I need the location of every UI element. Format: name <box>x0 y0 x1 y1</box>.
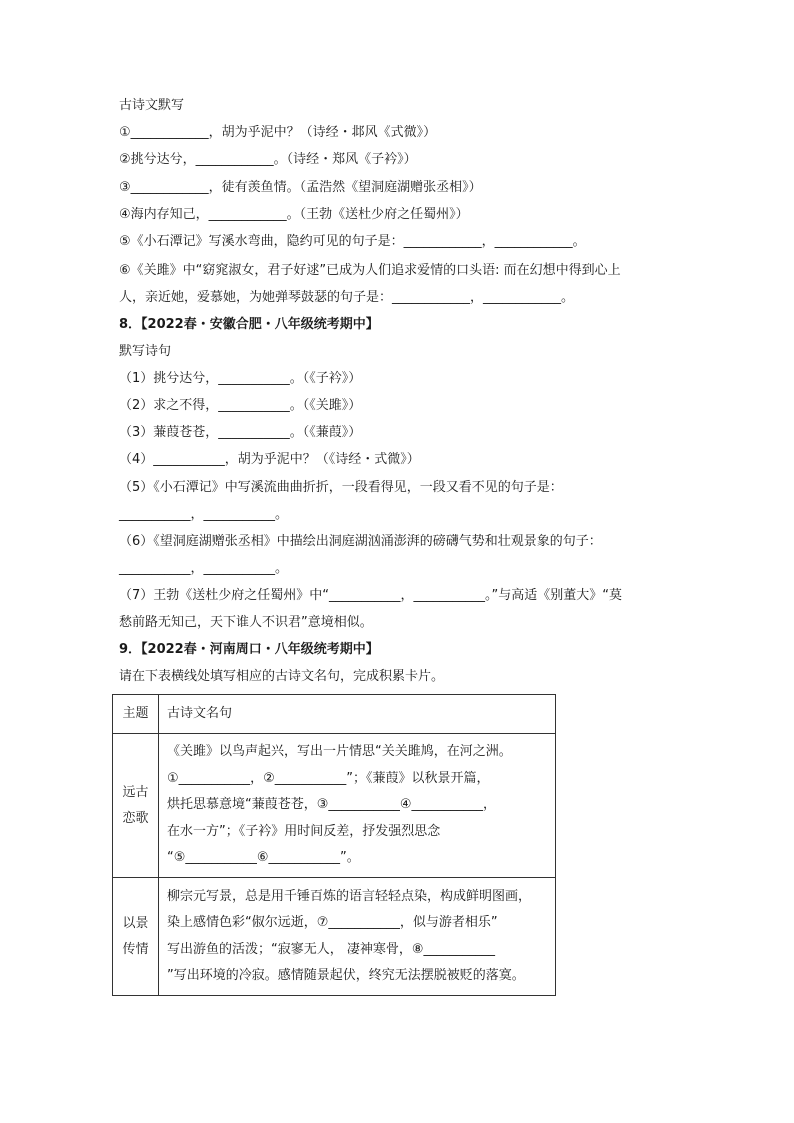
sentences-cell <box>159 878 556 996</box>
table-header-cell: 古诗文名句 <box>159 695 556 734</box>
exercise-line: 愁前路无知己，天下谁人不识君”意境相似。 <box>119 615 373 630</box>
exercise-line: ③____________，徒有羡鱼情。（孟浩然《望洞庭湖赠张丞相》） <box>119 180 482 195</box>
topic-label: 远古 <box>122 784 149 800</box>
cell-line: ”写出环境的冷寂。感情随景起伏，终究无法摆脱被贬的落寞。 <box>167 968 525 983</box>
table-header-row <box>113 695 556 734</box>
section-title: 古诗文默写 <box>119 98 185 113</box>
exercise-line: ⑤《小石潭记》写溪水弯曲，隐约可见的句子是：____________，____________。 <box>119 234 586 249</box>
sentences-cell <box>159 734 556 878</box>
exercise-line: ②挑兮达兮，____________。（诗经・郑风《子衿》） <box>119 152 417 167</box>
table-header-cell: 主题 <box>113 695 159 734</box>
exercise-line: ①____________，胡为乎泥中？（诗经・邶风《式微》） <box>119 125 437 140</box>
exercise-line: ___________，___________。 <box>119 507 289 522</box>
cell-line: “⑤___________⑥___________”。 <box>167 850 360 866</box>
cell-line: 染上感情色彩“俶尔远逝，⑦___________，似与游者相乐” <box>167 915 498 930</box>
topic-label: 传情 <box>122 941 149 957</box>
topic-cell <box>113 878 159 996</box>
exercise-line: （1）挑兮达兮，___________。（《子衿》） <box>119 371 362 386</box>
cell-line: 在水一方”；《子衿》用时间反差，抒发强烈思念 <box>167 823 441 839</box>
accumulation-card-table <box>112 694 556 996</box>
exercise-line: ___________，___________。 <box>119 561 289 576</box>
topic-label: 恋歌 <box>122 810 149 826</box>
cell-line: 写出游鱼的活泼；“寂寥无人， 凄神寒骨，⑧___________ <box>167 941 496 957</box>
table-row <box>113 878 556 996</box>
table-row <box>113 734 556 878</box>
cell-line: ①___________，②___________”；《蒹葭》以秋景开篇， <box>167 770 490 786</box>
question-heading: 8．【2022春・安徽合肥・八年级统考期中】 <box>119 317 379 332</box>
question-instruction: 默写诗句 <box>119 344 172 359</box>
exercise-line: 人，亲近她，爱慕她，为她弹琴鼓瑟的句子是：____________，____________。 <box>119 290 575 305</box>
topic-cell <box>113 734 159 878</box>
topic-label: 以景 <box>122 915 149 931</box>
cell-line: 柳宗元写景，总是用千锤百炼的语言轻轻点染，构成鲜明图画， <box>167 888 532 904</box>
exercise-line: ⑥《关雎》中“窈窕淑女，君子好逑”已成为人们追求爱情的口头语: 而在幻想中得到心上 <box>119 263 621 278</box>
exercise-line: （7）王勃《送杜少府之任蜀州》中“___________，___________。”与高适《别董大》“莫 <box>119 588 622 603</box>
exercise-line: （4）___________，胡为乎泥中？（《诗经・式微》） <box>119 452 420 467</box>
exercise-line: （3）蒹葭苍苍，___________。（《蒹葭》） <box>119 425 362 440</box>
cell-line: 《关雎》以鸟声起兴，写出一片情思“关关雎鸠，在河之洲。 <box>167 744 512 760</box>
cell-line: 烘托思慕意境“蒹葭苍苍，③___________④___________， <box>167 797 497 813</box>
exercise-line: （6）《望洞庭湖赠张丞相》中描绘出洞庭湖汹涌澎湃的磅礴气势和壮观景象的句子： <box>119 534 602 549</box>
exercise-line: （2）求之不得，___________。（《关雎》） <box>119 398 362 413</box>
exercise-line: ④海内存知己，____________。（王勃《送杜少府之任蜀州》） <box>119 207 469 222</box>
exercise-line: （5）《小石潭记》中写溪流曲曲折折，一段看得见，一段又看不见的句子是： <box>119 480 563 495</box>
question-instruction: 请在下表横线处填写相应的古诗文名句，完成积累卡片。 <box>119 669 445 684</box>
question-heading: 9．【2022春・河南周口・八年级统考期中】 <box>119 642 379 657</box>
